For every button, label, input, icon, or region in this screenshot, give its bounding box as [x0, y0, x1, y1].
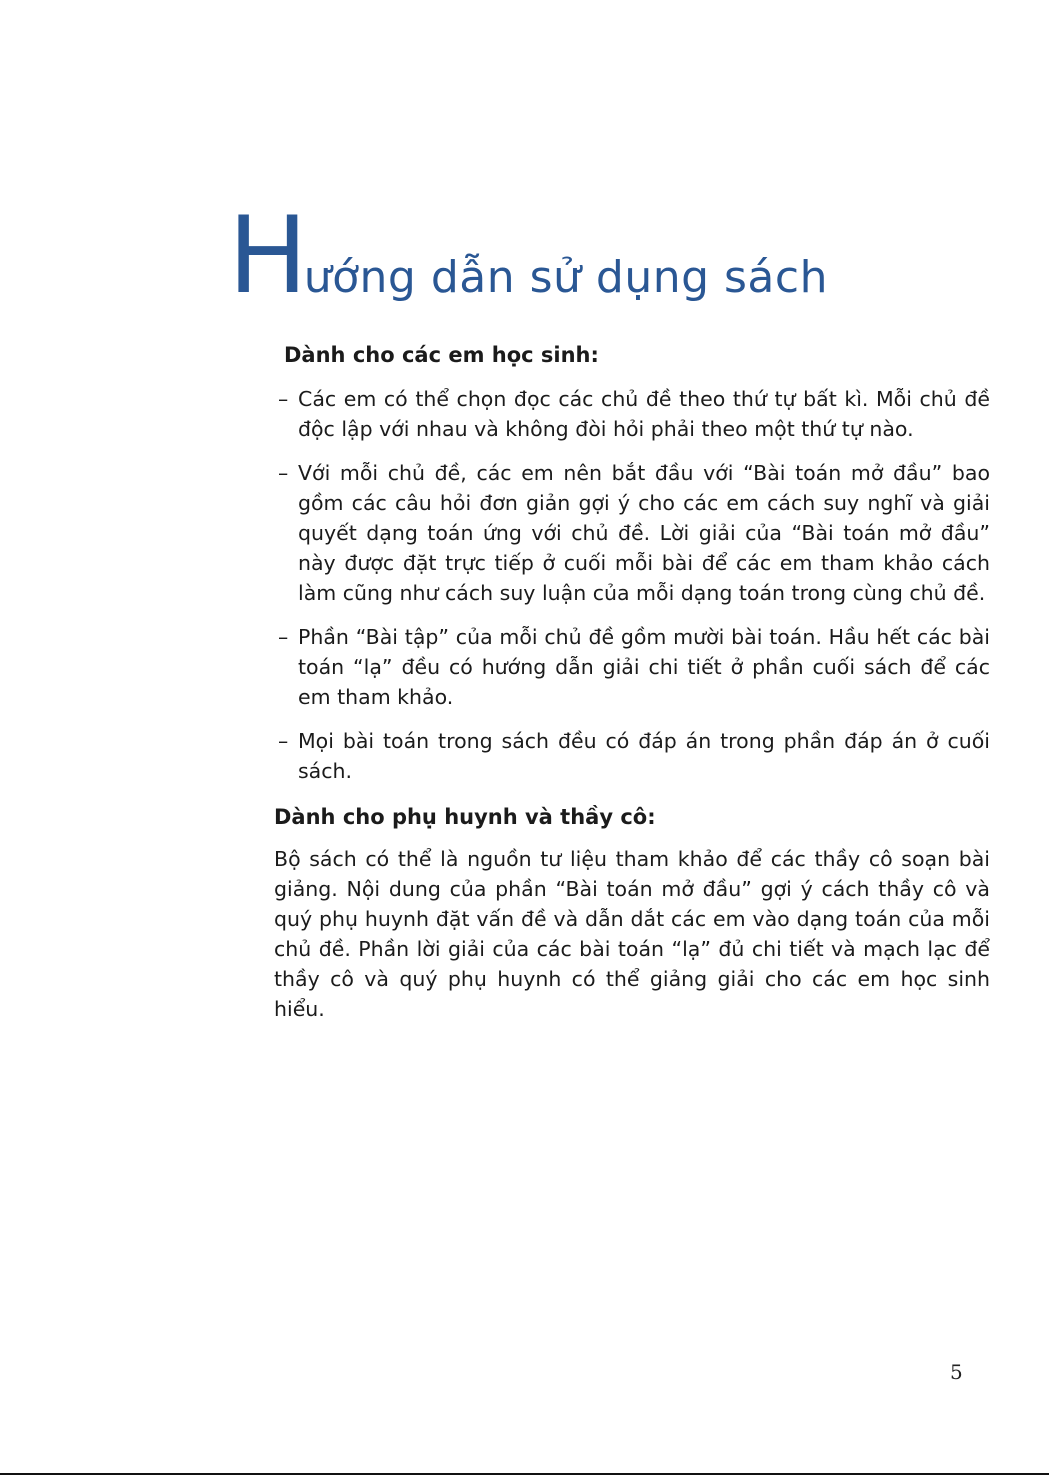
title-rest: ướng dẫn sử dụng sách	[303, 252, 828, 303]
parents-paragraph: Bộ sách có thể là nguồn tư liệu tham khảo để các thầy cô soạn bài giảng. Nội dung của phần “Bài toán mở đầu” gợi ý cách thầy cô và quý phụ huynh đặt vấn đề và dẫn dắt các em vào dạng toán của mỗi chủ đề. Phần lời giải của các bài toán “lạ” đủ chi tiết và mạch lạc để thầy cô và quý phụ huynh có thể giảng giải cho các em học sinh hiểu.	[274, 847, 990, 1021]
students-bullet-2: – Với mỗi chủ đề, các em nên bắt đầu với “Bài toán mở đầu” bao gồm các câu hỏi đơn giản gợi ý cho các em cách suy nghĩ và giải quyết dạng toán ứng với chủ đề. Lời giải của “Bài toán mở đầu” này được đặt trực tiếp ở cuối mỗi bài để các em tham khảo cách làm cũng như cách suy luận của mỗi dạng toán trong cùng chủ đề.	[274, 458, 990, 608]
page-number: 5	[950, 1360, 963, 1384]
students-heading: Dành cho các em học sinh:	[284, 343, 599, 367]
page-title	[228, 194, 828, 317]
students-bullet-4: – Mọi bài toán trong sách đều có đáp án trong phần đáp án ở cuối sách.	[274, 726, 990, 786]
students-bullet-3: – Phần “Bài tập” của mỗi chủ đề gồm mười bài toán. Hầu hết các bài toán “lạ” đều có hướng dẫn giải chi tiết ở phần cuối sách để các em tham khảo.	[274, 622, 990, 712]
main-content	[274, 340, 990, 1024]
title-initial: H	[228, 194, 304, 317]
students-bullet-1: – Các em có thể chọn đọc các chủ đề theo thứ tự bất kì. Mỗi chủ đề độc lập với nhau và không đòi hỏi phải theo một thứ tự nào.	[274, 384, 990, 444]
parents-heading: Dành cho phụ huynh và thầy cô:	[274, 805, 656, 829]
